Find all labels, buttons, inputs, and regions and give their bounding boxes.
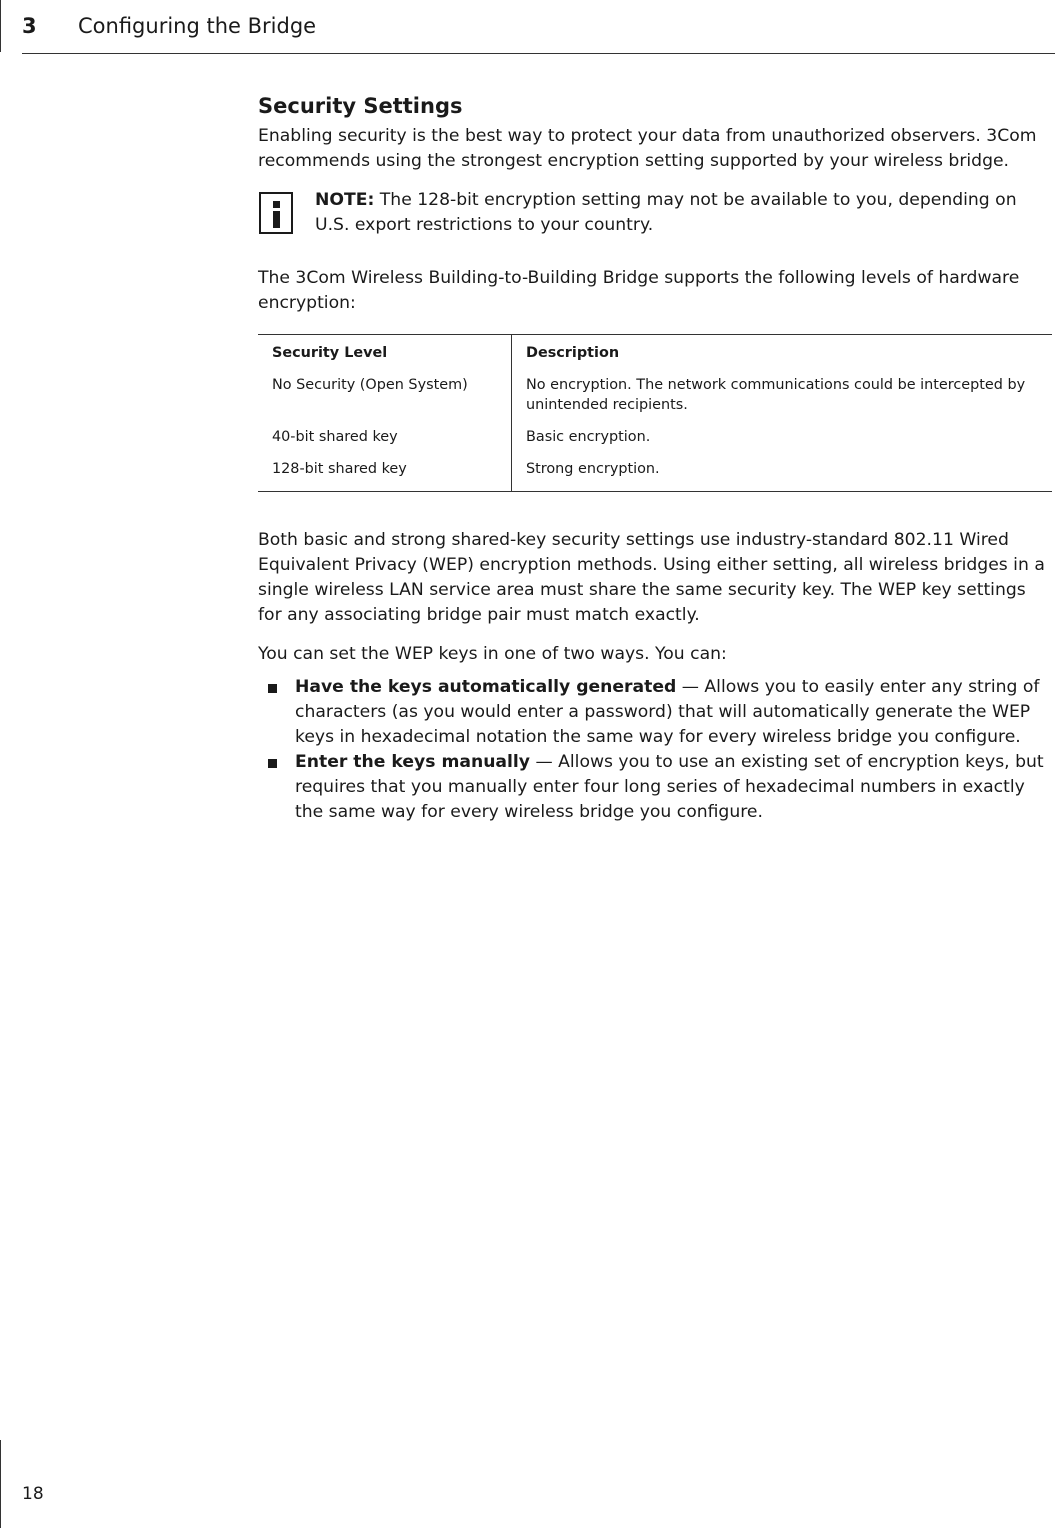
levels-intro-paragraph: The 3Com Wireless Building-to-Building Bridge supports the following levels of hardware encryption: (258, 268, 1020, 313)
note-body: The 128-bit encryption setting may not be available to you, depending on U.S. export restrictions to your country. (315, 190, 1017, 235)
intro-paragraph: Enabling security is the best way to protect your data from unauthorized observers. 3Com recommends using the strongest encryption setting supported by your wireless bridge. (258, 126, 1037, 171)
table-cell-description: Strong encryption. (512, 457, 1053, 492)
list-item-text: — Allows you to use an existing set of encryption keys, but requires that you manually enter four long series of hexadecimal numbers in exactly the same way for every wireless bridge you configure. (295, 752, 1044, 822)
table-row (258, 457, 1052, 492)
list-item-title: Have the keys automatically generated (295, 677, 677, 697)
column-header-security-level: Security Level (258, 335, 512, 374)
header-rule (22, 53, 1055, 54)
list-item (295, 675, 1050, 750)
bullet-square-icon (268, 759, 277, 768)
note-label: NOTE: (315, 190, 375, 210)
bullet-square-icon (268, 684, 277, 693)
list-item-title: Enter the keys manually (295, 752, 531, 772)
table-row (258, 373, 1052, 425)
list-item (295, 750, 1050, 825)
wep-paragraph: Both basic and strong shared-key security settings use industry-standard 802.11 Wired Equivalent Privacy (WEP) encryption methods. Using either setting, all wireless bridges in a single wireless LAN service area must share the same security key. The WEP key settings for any associating bridge pair must match exactly. (258, 530, 1045, 625)
table-cell-level: 40-bit shared key (258, 425, 512, 457)
ways-intro-paragraph: You can set the WEP keys in one of two ways. You can: (258, 644, 727, 664)
note-block (258, 188, 1050, 244)
table-cell-level: No Security (Open System) (258, 373, 512, 425)
section-security-settings (258, 94, 1050, 825)
info-icon (259, 192, 293, 234)
table-cell-description: Basic encryption. (526, 429, 651, 445)
table-row (258, 425, 1052, 457)
page-header (0, 0, 1055, 56)
table-cell-level: 128-bit shared key (258, 457, 512, 492)
encryption-levels-table (258, 334, 1052, 492)
table-cell-description: No encryption. The network communications could be intercepted by unintended recipients. (526, 377, 1026, 413)
column-header-description: Description (512, 335, 1053, 374)
chapter-title: Configuring the Bridge (78, 14, 317, 38)
page-number: 18 (22, 1484, 44, 1504)
section-title: Security Settings (258, 94, 463, 118)
page-footer (0, 1440, 100, 1528)
note-text (315, 188, 1050, 238)
footer-margin-bar (0, 1440, 1, 1528)
table-header-row (258, 335, 1052, 374)
chapter-number: 3 (22, 14, 37, 38)
wep-methods-list (258, 675, 1050, 825)
list-item-text: — Allows you to easily enter any string of characters (as you would enter a password) that will automatically generate the WEP keys in hexadecimal notation the same way for every wireless bridge you configure. (295, 677, 1040, 747)
header-margin-bar (0, 0, 1, 52)
